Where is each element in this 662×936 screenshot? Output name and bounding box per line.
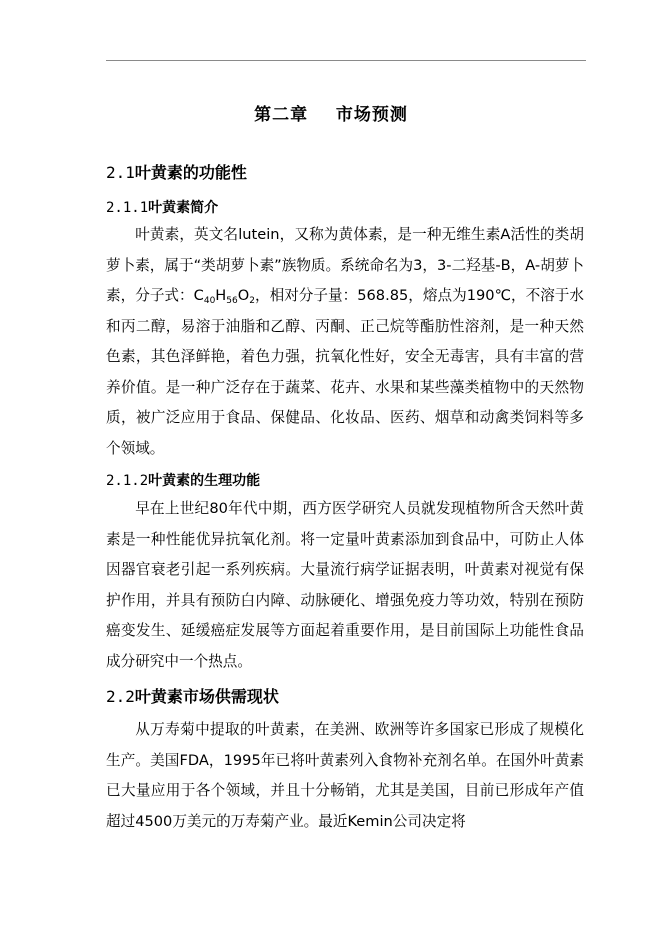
header-rule [106, 60, 586, 61]
formula-c: C [193, 287, 204, 304]
intro-text-part-1: 叶黄素，英文名lutein，又称为黄体素，是一种无维生素A活性的类胡萝卜素，属于“类胡萝卜素”族物质。系统命名为3，3-二羟基-B，A-胡萝卜素，分子式： [106, 226, 584, 304]
paragraph-physiological-function [106, 494, 584, 677]
paragraph-market-status [106, 715, 584, 837]
section-heading-2-2 [106, 684, 279, 707]
section-heading-2-1 [106, 160, 247, 183]
section-title: 叶黄素的功能性 [134, 163, 247, 182]
section-number: 2.1 [106, 163, 135, 182]
physiological-function-text: 早在上世纪80年代中期，西方医学研究人员就发现植物所含天然叶黄素是一种性能优异抗氧化剂。将一定量叶黄素添加到食品中，可防止人体因器官衰老引起一系列疾病。大量流行病学证据表明，叶黄素对视觉有保护作用，并具有预防白内障、动脉硬化、增强免疫力等功效，特别在预防癌变发生、延缓癌症发展等方面起着重要作用，是目前国际上功能性食品成分研究中一个热点。 [106, 500, 584, 670]
formula-h: H [215, 287, 227, 304]
formula-c-count: 40 [203, 296, 216, 306]
subsection-number: 2.1.1 [106, 200, 149, 216]
subsection-heading-2-1-2 [106, 470, 260, 490]
subsection-title: 叶黄素简介 [148, 200, 219, 216]
section-title: 叶黄素市场供需现状 [134, 687, 279, 706]
subsection-number: 2.1.2 [106, 473, 149, 489]
section-number: 2.2 [106, 687, 135, 706]
subsection-title: 叶黄素的生理功能 [148, 473, 261, 489]
formula-h-count: 56 [226, 296, 238, 306]
paragraph-lutein-intro [106, 220, 584, 464]
molecular-formula [194, 287, 255, 304]
formula-o-count: 2 [249, 296, 255, 306]
subsection-heading-2-1-1 [106, 197, 218, 217]
formula-o: O [237, 287, 250, 304]
chapter-title: 第二章 市场预测 [254, 105, 408, 125]
market-status-text: 从万寿菊中提取的叶黄素，在美洲、欧洲等许多国家已形成了规模化生产。美国FDA，1995年已将叶黄素列入食物补充剂名单。在国外叶黄素已大量应用于各个领域，并且十分畅销，尤其是美国，目前已形成年产值超过4500万美元的万寿菊产业。最近Kemin公司决定将 [106, 721, 584, 830]
intro-text-part-2: ，相对分子量：568.85，熔点为190℃，不溶于水和丙二醇，易溶于油脂和乙醇、丙酮、正己烷等酯肪性溶剂，是一种天然色素，其色泽鲜艳，着色力强，抗氧化性好，安全无毒害，具有丰富的营养价值。是一种广泛存在于蔬菜、花卉、水果和某些藻类植物中的天然物质，被广泛应用于食品、保健品、化妆品、医药、烟草和动禽类饲料等多个领域。 [106, 287, 584, 457]
